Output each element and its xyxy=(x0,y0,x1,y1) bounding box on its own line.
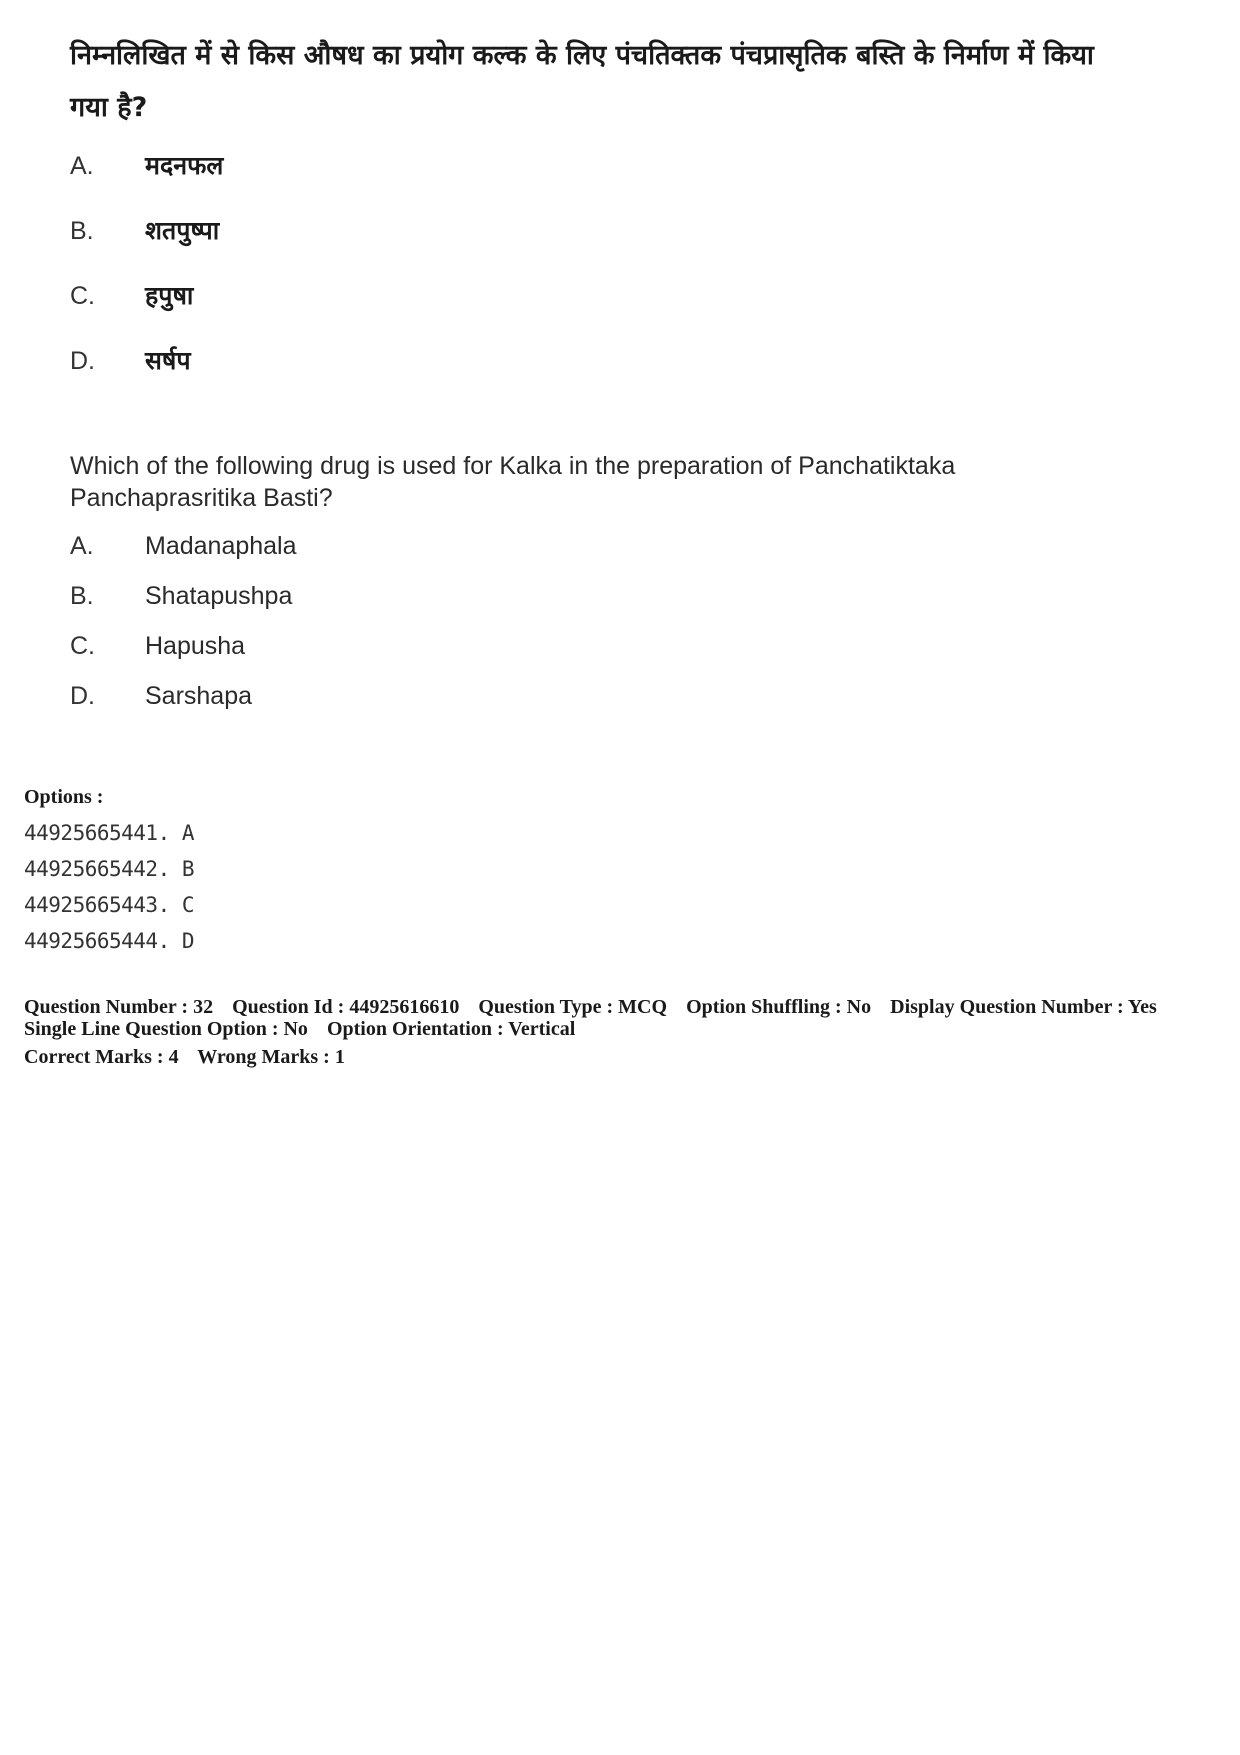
english-question-stem xyxy=(70,450,1070,514)
question-id: Question Id : 44925616610 xyxy=(232,996,460,1018)
option-text: Madanaphala xyxy=(145,532,297,560)
option-id-b: 44925665442. B xyxy=(24,857,195,881)
option-letter: B. xyxy=(70,217,94,245)
hindi-options-list xyxy=(70,148,1130,408)
option-shuffling: Option Shuffling : No xyxy=(686,996,872,1018)
option-id-c: 44925665443. C xyxy=(24,893,195,917)
option-letter: B. xyxy=(70,582,94,610)
option-text: सर्षप xyxy=(145,346,191,375)
display-question-number: Display Question Number : Yes xyxy=(890,996,1157,1018)
question-image xyxy=(70,30,1130,732)
hindi-option-b xyxy=(70,213,1130,278)
question-type: Question Type : MCQ xyxy=(478,996,668,1018)
option-letter: C. xyxy=(70,632,95,660)
wrong-marks: Wrong Marks : 1 xyxy=(197,1046,345,1068)
option-letter: A. xyxy=(70,152,94,180)
options-section xyxy=(24,786,194,959)
metadata-marks xyxy=(24,1046,1224,1068)
option-text: Sarshapa xyxy=(145,682,253,710)
english-options-list xyxy=(70,532,1130,732)
options-label: Options : xyxy=(24,786,104,808)
hindi-option-d xyxy=(70,343,1130,408)
metadata-line-1 xyxy=(24,996,1224,1018)
english-option-b xyxy=(70,582,1130,632)
english-option-d xyxy=(70,682,1130,732)
option-letter: D. xyxy=(70,682,95,710)
option-letter: A. xyxy=(70,532,94,560)
option-text: Shatapushpa xyxy=(145,582,293,610)
question-number: Question Number : 32 xyxy=(24,996,214,1018)
option-id-a: 44925665441. A xyxy=(24,821,195,845)
option-text: मदनफल xyxy=(145,151,224,180)
english-stem-line-2: Panchaprasritika Basti? xyxy=(70,484,333,512)
option-letter: C. xyxy=(70,282,95,310)
hindi-question-stem: निम्नलिखित में से किस औषध का प्रयोग कल्क के लिए पंचतिक्तक पंचप्रासृतिक बस्ति के निर्माण में किया गया है? xyxy=(70,40,1094,123)
hindi-option-c xyxy=(70,278,1130,343)
option-text: हपुषा xyxy=(145,281,194,310)
option-orientation: Option Orientation : Vertical xyxy=(326,1018,576,1040)
metadata-line-2 xyxy=(24,1018,1224,1040)
english-option-a xyxy=(70,532,1130,582)
hindi-option-a xyxy=(70,148,1130,213)
question-metadata xyxy=(24,996,1224,1068)
correct-marks: Correct Marks : 4 xyxy=(24,1046,179,1068)
option-text: Hapusha xyxy=(145,632,246,660)
option-letter: D. xyxy=(70,347,95,375)
option-id-d: 44925665444. D xyxy=(24,929,195,953)
english-option-c xyxy=(70,632,1130,682)
option-text: शतपुष्पा xyxy=(145,216,220,245)
single-line-option: Single Line Question Option : No xyxy=(24,1018,308,1040)
english-stem-line-1: Which of the following drug is used for Kalka in the preparation of Panchatiktaka xyxy=(70,452,956,480)
